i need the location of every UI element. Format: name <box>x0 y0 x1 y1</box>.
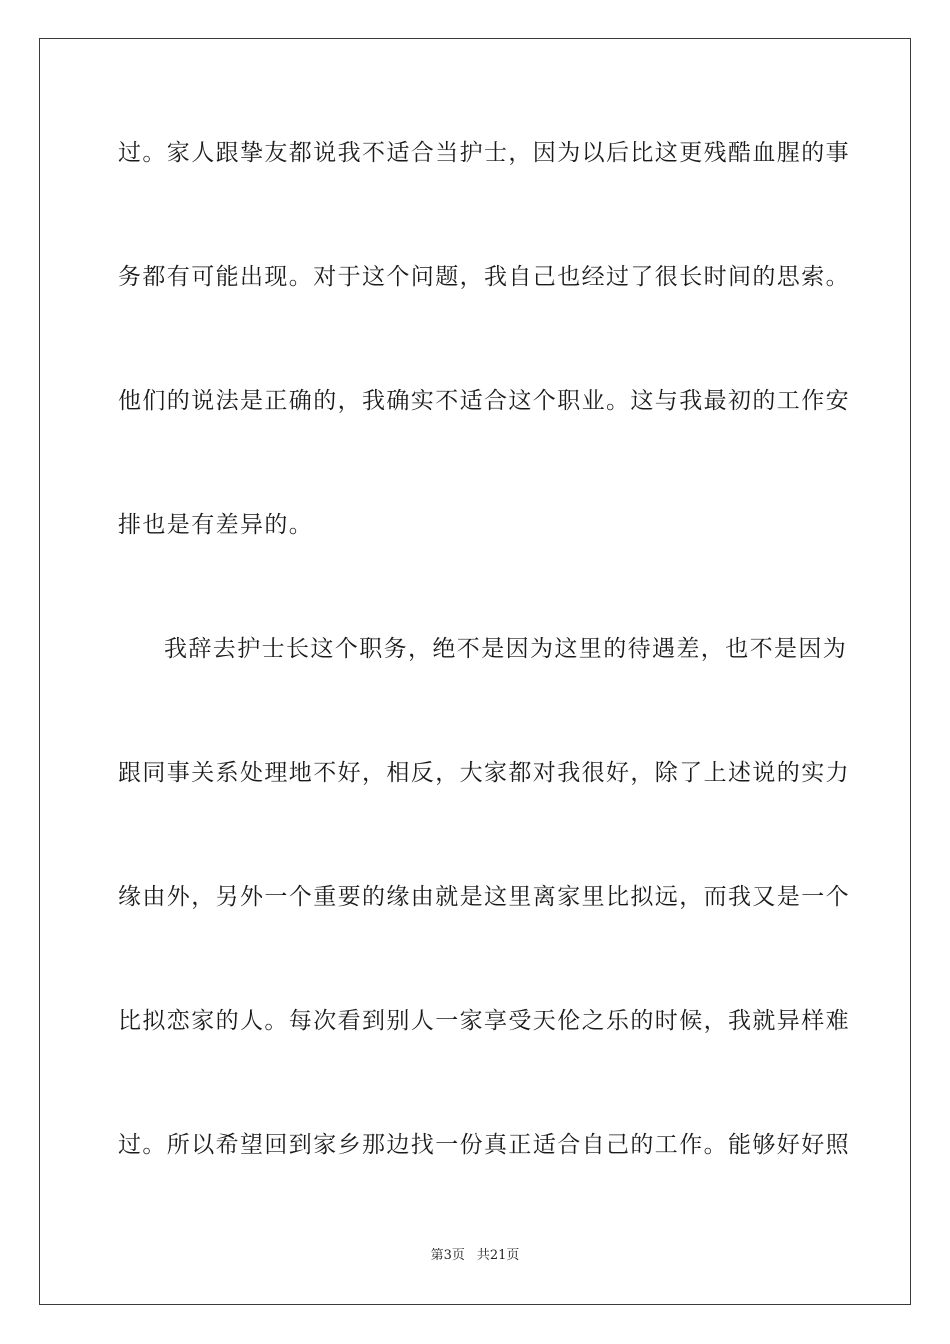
body-text-line: 他们的说法是正确的，我确实不适合这个职业。这与我最初的工作安 <box>118 388 850 414</box>
paragraph-start-line: 我辞去护士长这个职务，绝不是因为这里的待遇差，也不是因为 <box>164 636 848 662</box>
page-total: 共21页 <box>476 1248 520 1263</box>
page-footer <box>0 1247 950 1265</box>
body-text-line: 过。家人跟挚友都说我不适合当护士，因为以后比这更残酷血腥的事 <box>118 140 850 166</box>
body-text-line: 排也是有差异的。 <box>118 512 314 538</box>
body-text-line: 缘由外，另外一个重要的缘由就是这里离家里比拟远，而我又是一个 <box>118 884 850 910</box>
body-text-line: 跟同事关系处理地不好，相反，大家都对我很好，除了上述说的实力 <box>118 760 850 786</box>
body-text-line: 过。所以希望回到家乡那边找一份真正适合自己的工作。能够好好照 <box>118 1132 850 1158</box>
page-number: 第3页 <box>430 1248 465 1263</box>
body-text-line: 比拟恋家的人。每次看到别人一家享受天伦之乐的时候，我就异样难 <box>118 1008 850 1034</box>
body-text-line: 务都有可能出现。对于这个问题，我自己也经过了很长时间的思索。 <box>118 264 850 290</box>
page-border <box>39 38 911 1305</box>
